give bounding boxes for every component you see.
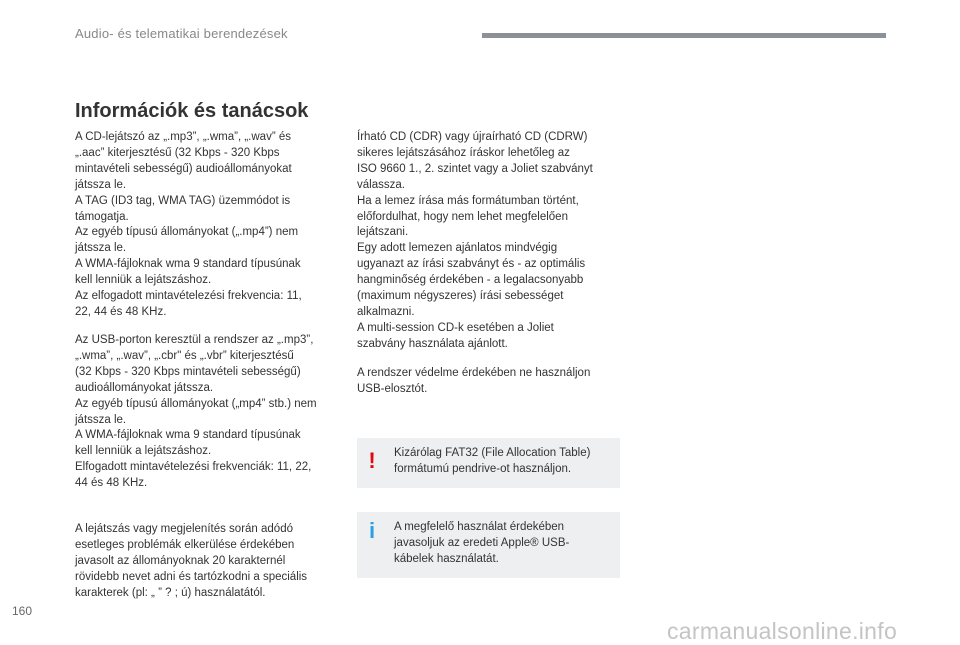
info-box: [357, 512, 620, 578]
watermark: carmanualsonline.info: [667, 618, 898, 644]
warning-text: Kizárólag FAT32 (File Allocation Table) formátumú pendrive-ot használjon.: [394, 447, 591, 475]
info-icon: i: [368, 518, 376, 543]
section-title: Információk és tanácsok: [75, 100, 309, 122]
usb-formats-paragraph: Az USB-porton keresztül a rendszer az „.mp3”, „.wma”, „.wav”, „.cbr" és „.vbr” kiterjesztésű (32 Kbps - 320 Kbps mintavételi sebességű) audioállományokat játssza. Az egyéb típusú állományokat („mp4” stb.) nem játssza le. A WMA-fájloknak wma 9 standard típusúnak kell lenniük a lejátszáshoz. Elfogadott mintavételezési frekvenciák: 11, 22, 44 és 48 KHz.: [75, 334, 317, 490]
cd-formats-paragraph: A CD-lejátszó az „.mp3”, „.wma”, „.wav” és „.aac” kiterjesztésű (32 Kbps - 320 Kbps mintavételi sebességű) audioállományokat játssza le. A TAG (ID3 tag, WMA TAG) üzemmódot is támogatja. Az egyéb típusú állományokat („.mp4”) nem játssza le. A WMA-fájloknak wma 9 standard típusúnak kell lenniük a lejátszáshoz. Az elfogadott mintavételezési frekvencia: 11, 22, 44 és 48 KHz.: [75, 131, 302, 318]
header-title: Audio- és telematikai berendezések: [75, 26, 288, 41]
filename-advice-paragraph: A lejátszás vagy megjelenítés során adódó esetleges problémák elkerülése érdekében javasolt az állományoknak 20 karakternél rövidebb nevet adni és tartózkodni a speciális karakterek (pl: „ ” ? ; ú) használatától.: [75, 523, 308, 599]
warning-box: [357, 438, 620, 488]
usb-hub-paragraph: A rendszer védelme érdekében ne használjon USB-elosztót.: [357, 367, 591, 395]
header-bar: [482, 33, 886, 38]
cd-writing-paragraph: Írható CD (CDR) vagy újraírható CD (CDRW) sikeres lejátszásához íráskor lehetőleg az ISO 9660 1., 2. szintet vagy a Joliet szabványt válassza. Ha a lemez írása más formátumban történt, előfordulhat, hogy nem lehet megfelelően lejátszani. Egy adott lemezen ajánlatos mindvégig ugyanazt az írási szabványt és - az optimális hangminőség érdekében - a legalacsonyabb (maximum négyszeres) írási sebességet alkalmazni. A multi-session CD-k esetében a Joliet szabvány használata ajánlott.: [357, 131, 593, 350]
info-text: A megfelelő használat érdekében javasoljuk az eredeti Apple® USB- kábelek használatát.: [394, 521, 570, 565]
page-number: 160: [12, 604, 33, 618]
exclamation-icon: !: [368, 448, 376, 473]
